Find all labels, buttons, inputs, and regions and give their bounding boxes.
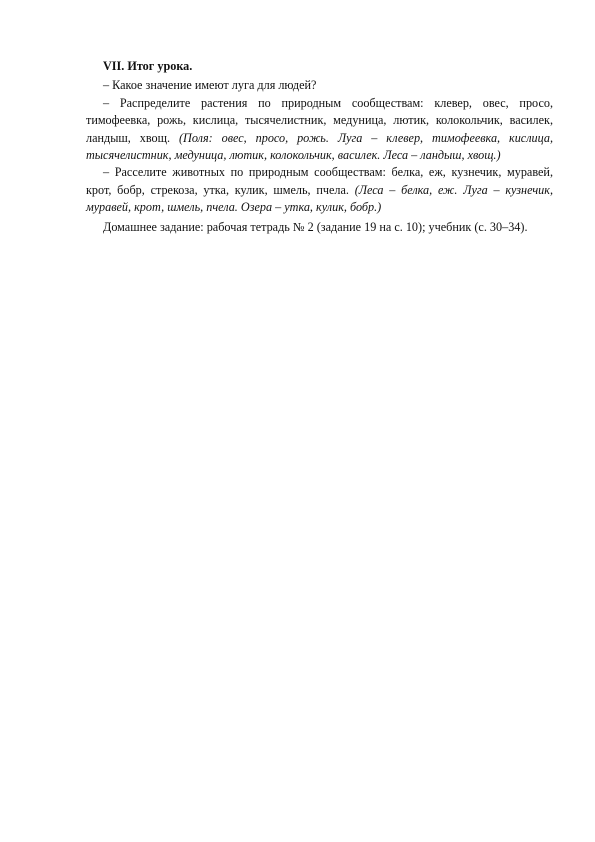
question-meadows-value: – Какое значение имеют луга для людей? <box>103 78 317 93</box>
question-animals-text: – Расселите животных по природным сообществам: белка, еж, кузнечик, муравей, крот, бобр, стрекоза, утка, кулик, шмель, пчела. <box>86 165 553 197</box>
question-plants-answer: (Поля: овес, просо, рожь. Луга – клевер, тимофеевка, кислица, тысячелистник, медуница, лютик, колокольчик, василек. Леса – ландыш, хвощ.) <box>86 130 554 163</box>
question-animals-answer: (Леса – белка, еж. Луга – кузнечик, муравей, крот, шмель, пчела. Озера – утка, кулик, бобр.) <box>86 182 553 215</box>
document-page <box>86 58 553 236</box>
question-plants <box>86 95 553 165</box>
homework: Домашнее задание: рабочая тетрадь № 2 (задание 19 на с. 10); учебник (с. 30–34). <box>103 219 528 234</box>
question-animals <box>86 164 553 216</box>
section-heading: VII. Итог урока. <box>103 59 193 73</box>
question-plants-text: – Распределите растения по природным сообществам: клевер, овес, просо, тимофеевка, рожь, кислица, тысячелистник, медуница, лютик, колокольчик, василек, ландыш, хвощ. <box>86 95 553 145</box>
